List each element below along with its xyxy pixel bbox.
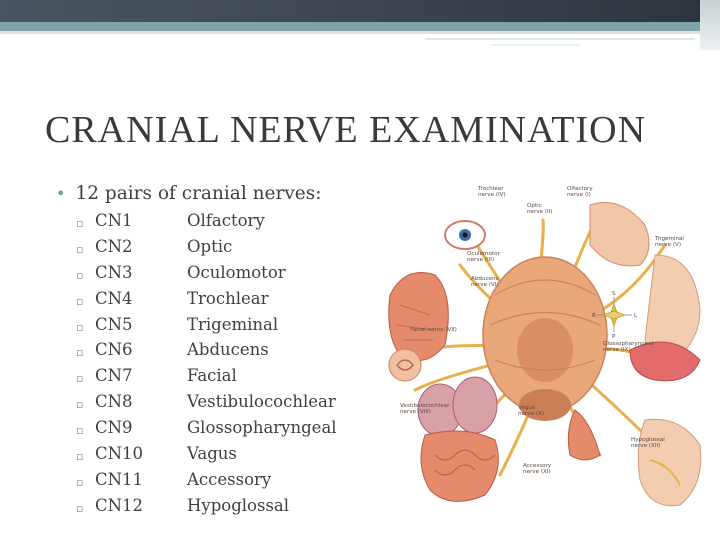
label-trochlear-sub: nerve (IV): [478, 192, 506, 198]
head-neck-illustration: [638, 419, 701, 505]
label-trigeminal: Trigeminal: [655, 236, 684, 242]
slide-title: CRANIAL NERVE EXAMINATION: [45, 109, 647, 151]
nose-illustration: [590, 203, 649, 266]
nerve-code: CN11: [95, 469, 144, 489]
compass-label-r: R: [592, 313, 596, 319]
square-bullet-icon: ▫: [76, 268, 84, 282]
compass-label-p: P: [612, 334, 616, 340]
nerve-name: Vagus: [187, 444, 237, 464]
label-trochlear: Trochlear: [478, 186, 504, 192]
nerve-code: CN12: [95, 495, 144, 515]
label-oculomotor-sub: nerve (III): [467, 257, 495, 263]
neck-muscles-illustration: [568, 410, 600, 460]
nerve-name: Hypoglossal: [187, 495, 290, 515]
nerve-code: CN3: [95, 262, 133, 282]
label-hypoglossal: Hypoglossal: [631, 437, 665, 443]
label-optic-sub: nerve (II): [527, 209, 553, 215]
compass-label-l: L: [634, 313, 638, 319]
square-bullet-icon: ▫: [76, 424, 84, 438]
nerve-code: CN10: [95, 444, 144, 464]
nerve-name: Trigeminal: [187, 314, 279, 334]
label-trigeminal-sub: nerve (V): [655, 242, 682, 248]
header-accent-band: [0, 22, 720, 31]
organs-illustration: [418, 377, 498, 501]
nerve-name: Olfactory: [187, 211, 265, 230]
nerve-code: CN2: [95, 236, 133, 256]
label-olfactory: Olfactory: [567, 186, 593, 192]
nerve-code: CN9: [95, 418, 133, 438]
nerve-name: Glossopharyngeal: [187, 418, 337, 438]
compass-label-s: S: [612, 291, 616, 297]
label-vestibulocochlear-sub: nerve (VIII): [400, 409, 431, 415]
ear-illustration: [389, 349, 421, 381]
label-facial: Facial nerve (VII): [410, 327, 457, 333]
nerve-code: CN4: [95, 288, 133, 308]
nerve-name: Optic: [187, 236, 233, 256]
square-bullet-icon: ▫: [76, 372, 84, 386]
decorative-stripe: [490, 44, 580, 46]
nerve-name: Oculomotor: [187, 262, 286, 282]
square-bullet-icon: ▫: [76, 242, 84, 256]
facial-muscles-illustration: [389, 273, 449, 361]
bullet-icon: •: [56, 184, 66, 203]
cranial-nerves-illustration: [385, 175, 710, 520]
square-bullet-icon: ▫: [76, 450, 84, 464]
header-divider: [0, 31, 720, 34]
nerve-code: CN5: [95, 314, 133, 334]
nerve-name: Trochlear: [187, 288, 269, 308]
nerve-name: Accessory: [187, 469, 272, 489]
label-glossopharyngeal: Glossopharyngeal: [603, 341, 654, 347]
label-glossopharyngeal-sub: nerve (IX): [603, 347, 631, 353]
square-bullet-icon: ▫: [76, 294, 84, 308]
label-abducens: Abducens: [471, 276, 499, 282]
label-optic: Optic: [527, 203, 542, 209]
eye-illustration: [445, 221, 485, 249]
label-vestibulocochlear: Vestibulocochlear: [400, 403, 450, 409]
nerve-name: Vestibulocochlear: [187, 392, 336, 412]
square-bullet-icon: ▫: [76, 217, 84, 230]
square-bullet-icon: ▫: [76, 475, 84, 489]
label-abducens-sub: nerve (VI): [471, 282, 499, 288]
nerve-code: CN6: [95, 340, 133, 360]
square-bullet-icon: ▫: [76, 398, 84, 412]
square-bullet-icon: ▫: [76, 320, 84, 334]
square-bullet-icon: ▫: [76, 501, 84, 515]
label-vagus: Vagus: [518, 405, 535, 411]
decorative-stripe: [425, 38, 695, 40]
label-accessory: Accessory: [523, 463, 552, 469]
label-olfactory-sub: nerve (I): [567, 192, 591, 198]
label-hypoglossal-sub: nerve (XII): [631, 443, 661, 449]
header-bar: [0, 0, 720, 22]
nerve-code: CN8: [95, 392, 133, 412]
tongue-illustration: [630, 342, 700, 381]
nerve-name: Abducens: [187, 340, 269, 360]
brainstem-shape: [517, 318, 573, 382]
label-oculomotor: Oculomotor: [467, 251, 500, 257]
nerve-code: CN1: [95, 211, 133, 230]
label-accessory-sub: nerve (XI): [523, 469, 551, 475]
nerve-name: Facial: [187, 366, 237, 386]
nerve-code: CN7: [95, 366, 133, 386]
square-bullet-icon: ▫: [76, 346, 84, 360]
intro-bullet: [56, 183, 321, 204]
decorative-corner: [700, 0, 720, 50]
intro-text: 12 pairs of cranial nerves:: [75, 183, 322, 204]
label-vagus-sub: nerve (X): [518, 411, 545, 417]
